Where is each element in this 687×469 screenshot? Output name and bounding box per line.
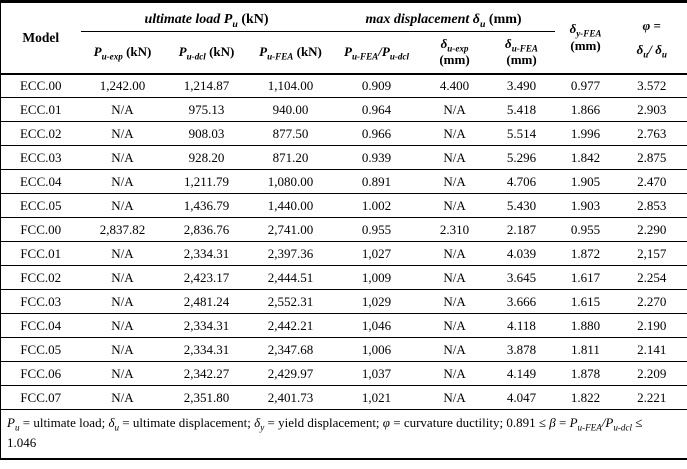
cell-phi: 2,157 (617, 242, 687, 266)
header-du-exp: $\delta_{u-exp}$ (mm) (421, 32, 489, 74)
cell-pu-dcl: 2,481.24 (165, 290, 249, 314)
cell-du-exp: N/A (421, 362, 489, 386)
table-row (1, 242, 687, 266)
cell-phi: 2.290 (617, 218, 687, 242)
header-phi-ductility: φ = $\delta_u/$ $\delta_u$ (617, 2, 687, 74)
cell-pu-fea: 1,440.00 (249, 194, 333, 218)
cell-model: ECC.05 (1, 194, 81, 218)
table-footer (1, 410, 687, 460)
cell-pu-fea: 2,444.51 (249, 266, 333, 290)
cell-pu-dcl: 2,334.31 (165, 242, 249, 266)
cell-pu-ratio: 1,037 (333, 362, 421, 386)
cell-du-exp: N/A (421, 170, 489, 194)
cell-dy-fea: 1.811 (555, 338, 617, 362)
cell-dy-fea: 1.822 (555, 386, 617, 410)
cell-model: FCC.03 (1, 290, 81, 314)
cell-dy-fea: 0.977 (555, 74, 617, 98)
cell-du-fea: 5.296 (489, 146, 555, 170)
cell-model: FCC.05 (1, 338, 81, 362)
header-dy-fea: $\delta_{y-FEA}$ (mm) (555, 2, 617, 74)
cell-du-exp: N/A (421, 338, 489, 362)
cell-dy-fea: 1.866 (555, 98, 617, 122)
table-row (1, 386, 687, 410)
cell-du-fea: 5.430 (489, 194, 555, 218)
cell-du-exp: N/A (421, 290, 489, 314)
cell-phi: 2.853 (617, 194, 687, 218)
cell-pu-ratio: 1,027 (333, 242, 421, 266)
table-row (1, 314, 687, 338)
cell-pu-dcl: 2,351.80 (165, 386, 249, 410)
cell-pu-ratio: 0.964 (333, 98, 421, 122)
cell-phi: 2.470 (617, 170, 687, 194)
cell-pu-exp: N/A (81, 290, 165, 314)
table-row (1, 74, 687, 98)
cell-dy-fea: 1.905 (555, 170, 617, 194)
cell-model: FCC.06 (1, 362, 81, 386)
cell-pu-fea: 2,741.00 (249, 218, 333, 242)
header-pu-ratio: $P_{u-FEA}/P_{u-dcl}$ (333, 32, 421, 74)
cell-pu-dcl: 2,334.31 (165, 338, 249, 362)
cell-dy-fea: 1.996 (555, 122, 617, 146)
cell-pu-exp: N/A (81, 386, 165, 410)
cell-pu-dcl: 1,436.79 (165, 194, 249, 218)
header-row-groups (1, 2, 687, 32)
cell-pu-ratio: 0.939 (333, 146, 421, 170)
cell-pu-fea: 1,104.00 (249, 74, 333, 98)
cell-pu-exp: N/A (81, 314, 165, 338)
cell-du-fea: 5.514 (489, 122, 555, 146)
cell-model: FCC.04 (1, 314, 81, 338)
header-du-fea: $\delta_{u-FEA}$ (mm) (489, 32, 555, 74)
cell-model: FCC.02 (1, 266, 81, 290)
cell-model: ECC.04 (1, 170, 81, 194)
table-row (1, 122, 687, 146)
cell-du-exp: 4.400 (421, 74, 489, 98)
cell-pu-exp: N/A (81, 170, 165, 194)
cell-phi: 2.270 (617, 290, 687, 314)
cell-pu-dcl: 2,423.17 (165, 266, 249, 290)
cell-pu-ratio: 1,029 (333, 290, 421, 314)
cell-phi: 2.875 (617, 146, 687, 170)
cell-dy-fea: 0.955 (555, 218, 617, 242)
cell-pu-ratio: 1,009 (333, 266, 421, 290)
cell-du-fea: 3.645 (489, 266, 555, 290)
cell-pu-fea: 877.50 (249, 122, 333, 146)
cell-pu-exp: 1,242.00 (81, 74, 165, 98)
cell-du-fea: 2.187 (489, 218, 555, 242)
cell-pu-dcl: 2,836.76 (165, 218, 249, 242)
cell-pu-exp: N/A (81, 194, 165, 218)
cell-du-fea: 3.878 (489, 338, 555, 362)
cell-pu-exp: N/A (81, 362, 165, 386)
cell-pu-dcl: 928.20 (165, 146, 249, 170)
cell-du-exp: N/A (421, 194, 489, 218)
cell-model: ECC.02 (1, 122, 81, 146)
cell-pu-fea: 871.20 (249, 146, 333, 170)
cell-pu-dcl: 1,211.79 (165, 170, 249, 194)
header-pu-exp: $P_{u-exp}$ (kN) (81, 32, 165, 74)
cell-pu-dcl: 2,334.31 (165, 314, 249, 338)
cell-phi: 2.221 (617, 386, 687, 410)
cell-pu-ratio: 1,021 (333, 386, 421, 410)
cell-pu-fea: 2,347.68 (249, 338, 333, 362)
cell-du-fea: 4.149 (489, 362, 555, 386)
table-body (1, 74, 687, 410)
cell-model: FCC.01 (1, 242, 81, 266)
table-row (1, 170, 687, 194)
cell-du-fea: 4.039 (489, 242, 555, 266)
cell-pu-ratio: 0.909 (333, 74, 421, 98)
cell-model: ECC.01 (1, 98, 81, 122)
cell-du-fea: 4.047 (489, 386, 555, 410)
cell-pu-ratio: 0.966 (333, 122, 421, 146)
cell-dy-fea: 1.872 (555, 242, 617, 266)
cell-du-exp: N/A (421, 146, 489, 170)
cell-pu-dcl: 1,214.87 (165, 74, 249, 98)
table-row (1, 290, 687, 314)
cell-phi: 2.141 (617, 338, 687, 362)
cell-pu-ratio: 1.002 (333, 194, 421, 218)
cell-pu-fea: 2,397.36 (249, 242, 333, 266)
header-group-ultimate-load: ultimate load $P_u$ (kN) (81, 2, 333, 32)
cell-pu-dcl: 2,342.27 (165, 362, 249, 386)
cell-pu-exp: N/A (81, 98, 165, 122)
cell-pu-exp: N/A (81, 338, 165, 362)
header-group-max-displacement: max displacement $\delta_u$ (mm) (333, 2, 555, 32)
cell-du-fea: 3.666 (489, 290, 555, 314)
cell-dy-fea: 1.615 (555, 290, 617, 314)
cell-dy-fea: 1.617 (555, 266, 617, 290)
cell-pu-fea: 2,401.73 (249, 386, 333, 410)
header-model: Model (1, 2, 81, 74)
cell-du-fea: 4.706 (489, 170, 555, 194)
cell-model: FCC.00 (1, 218, 81, 242)
cell-pu-fea: 2,429.97 (249, 362, 333, 386)
cell-du-exp: N/A (421, 122, 489, 146)
cell-du-exp: N/A (421, 98, 489, 122)
cell-pu-fea: 2,552.31 (249, 290, 333, 314)
cell-dy-fea: 1.842 (555, 146, 617, 170)
cell-du-exp: N/A (421, 386, 489, 410)
cell-du-fea: 3.490 (489, 74, 555, 98)
cell-model: ECC.03 (1, 146, 81, 170)
cell-du-exp: N/A (421, 242, 489, 266)
table-header (1, 2, 687, 74)
cell-pu-exp: N/A (81, 242, 165, 266)
cell-model: FCC.07 (1, 386, 81, 410)
cell-pu-exp: N/A (81, 146, 165, 170)
cell-dy-fea: 1.878 (555, 362, 617, 386)
cell-phi: 2.763 (617, 122, 687, 146)
cell-phi: 3.572 (617, 74, 687, 98)
cell-du-fea: 5.418 (489, 98, 555, 122)
cell-pu-exp: 2,837.82 (81, 218, 165, 242)
cell-du-exp: N/A (421, 314, 489, 338)
cell-pu-dcl: 975.13 (165, 98, 249, 122)
header-pu-fea: $P_{u-FEA}$ (kN) (249, 32, 333, 74)
footnote-row (1, 410, 687, 460)
table-row (1, 98, 687, 122)
cell-pu-ratio: 1,006 (333, 338, 421, 362)
cell-du-exp: 2.310 (421, 218, 489, 242)
cell-dy-fea: 1.903 (555, 194, 617, 218)
table-row (1, 338, 687, 362)
cell-pu-fea: 2,442.21 (249, 314, 333, 338)
cell-phi: 2.254 (617, 266, 687, 290)
cell-pu-fea: 1,080.00 (249, 170, 333, 194)
table-row (1, 266, 687, 290)
cell-pu-exp: N/A (81, 122, 165, 146)
cell-du-fea: 4.118 (489, 314, 555, 338)
table-row (1, 194, 687, 218)
table-row (1, 362, 687, 386)
cell-dy-fea: 1.880 (555, 314, 617, 338)
cell-phi: 2.190 (617, 314, 687, 338)
header-pu-dcl: $P_{u-dcl}$ (kN) (165, 32, 249, 74)
table-row (1, 146, 687, 170)
cell-du-exp: N/A (421, 266, 489, 290)
cell-pu-ratio: 0.955 (333, 218, 421, 242)
cell-phi: 2.209 (617, 362, 687, 386)
table-row (1, 218, 687, 242)
cell-pu-dcl: 908.03 (165, 122, 249, 146)
cell-pu-exp: N/A (81, 266, 165, 290)
cell-pu-ratio: 0.891 (333, 170, 421, 194)
footnote: $P_u$ = ultimate load; $\delta_u$ = ultimate displacement; $\delta_y$ = yield displacement; φ = curvature ductility; $0.891 \le \beta = P_{u-FEA}/P_{u-dcl}$ ≤ 1.046 (1, 410, 687, 460)
cell-pu-ratio: 1,046 (333, 314, 421, 338)
cell-pu-fea: 940.00 (249, 98, 333, 122)
cell-model: ECC.00 (1, 74, 81, 98)
cell-phi: 2.903 (617, 98, 687, 122)
